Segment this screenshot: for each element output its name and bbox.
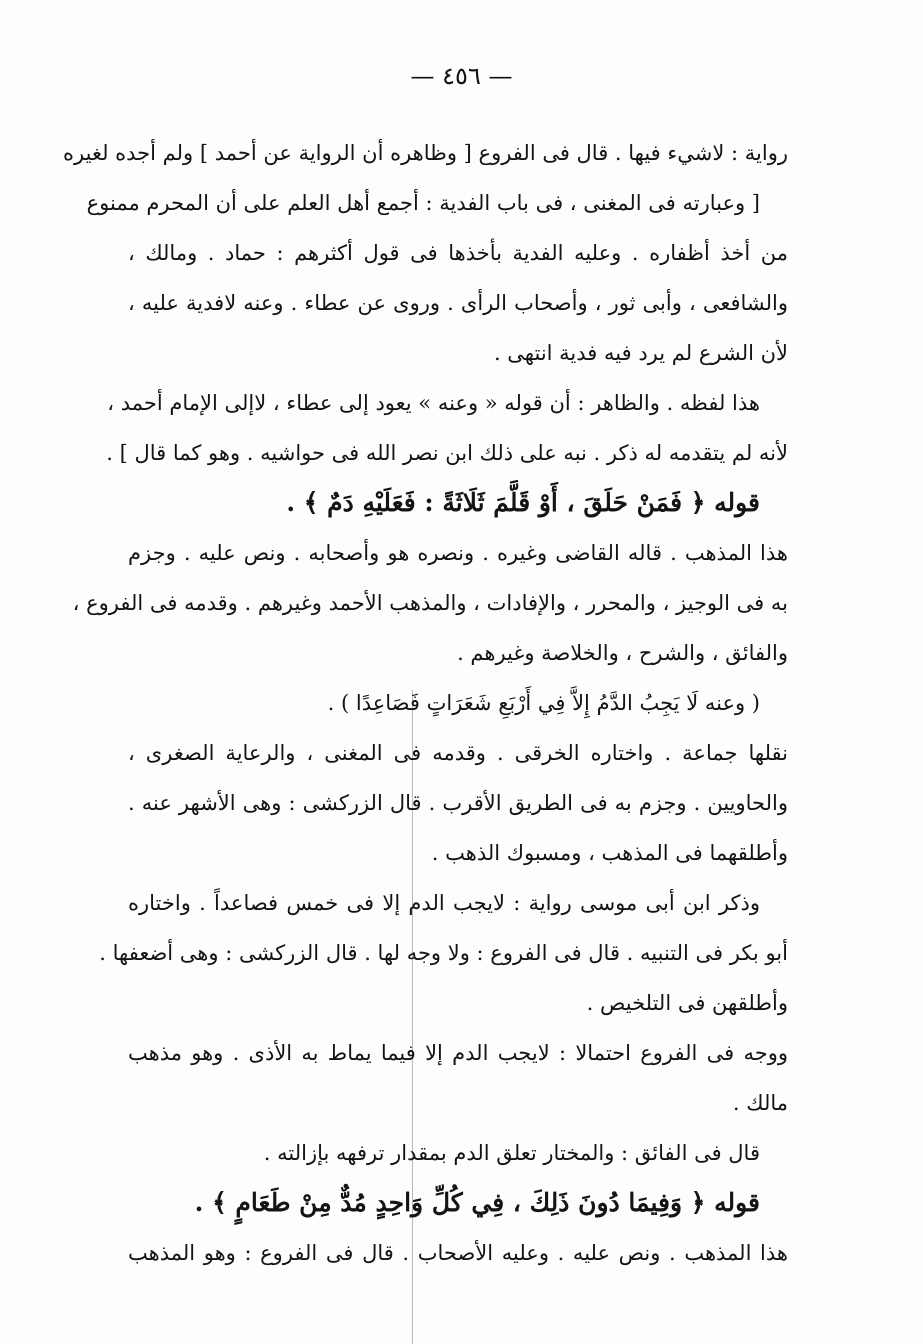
text-line: وأطلقهما فى المذهب ، ومسبوك الذهب .	[431, 841, 788, 865]
text-line: أبو بكر فى التنبيه . قال فى الفروع : ولا وجه لها . قال الزركشى : وهى أضعفها .	[99, 941, 788, 965]
text-line: قال فى الفائق : والمختار تعلق الدم بمقدار ترفهه بإزالته .	[263, 1141, 760, 1165]
text-line: قوله ﴿ وَفِيمَا دُونَ ذَلِكَ ، فِي كُلِّ وَاحِدٍ مُدٌّ مِنْ طَعَامٍ ﴾ .	[194, 1188, 760, 1217]
text-line: مالك .	[732, 1091, 788, 1115]
text-line: [ وعبارته فى المغنى ، فى باب الفدية : أجمع أهل العلم على أن المحرم ممنوع	[86, 191, 760, 215]
text-line: والشافعى ، وأبى ثور ، وأصحاب الرأى . وروى عن عطاء . وعنه لافدية عليه ،	[128, 291, 788, 315]
text-line: به فى الوجيز ، والمحرر ، والإفادات ، والمذهب الأحمد وغيرهم . وقدمه فى الفروع ،	[72, 591, 788, 615]
text-line: قوله ﴿ فَمَنْ حَلَقَ ، أَوْ قَلَّمَ ثَلَاثَةً : فَعَلَيْهِ دَمٌ ﴾ .	[286, 488, 760, 517]
text-line: نقلها جماعة . واختاره الخرقى . وقدمه فى المغنى ، والرعاية الصغرى ،	[128, 741, 788, 765]
text-line: والفائق ، والشرح ، والخلاصة وغيرهم .	[457, 641, 788, 665]
text-line: من أخذ أظفاره . وعليه الفدية بأخذها فى قول أكثرهم : حماد . ومالك ،	[128, 241, 788, 265]
text-line: هذا المذهب . قاله القاضى وغيره . ونصره هو وأصحابه . ونص عليه . وجزم	[128, 541, 788, 565]
text-line: هذا المذهب . ونص عليه . وعليه الأصحاب . قال فى الفروع : وهو المذهب	[128, 1241, 788, 1265]
text-line: لأنه لم يتقدمه له ذكر . نبه على ذلك ابن نصر الله فى حواشيه . وهو كما قال ] .	[106, 441, 788, 465]
text-line: وأطلقهن فى التلخيص .	[586, 991, 788, 1015]
text-line: وذكر ابن أبى موسى رواية : لايجب الدم إلا فى خمس فصاعداً . واختاره	[128, 891, 760, 915]
text-line: ووجه فى الفروع احتمالا : لايجب الدم إلا فيما يماط به الأذى . وهو مذهب	[128, 1041, 788, 1065]
text-line: لأن الشرع لم يرد فيه فدية انتهى .	[493, 341, 788, 365]
text-line: والحاويين . وجزم به فى الطريق الأقرب . قال الزركشى : وهى الأشهر عنه .	[128, 791, 788, 815]
text-line: رواية : لاشيء فيها . قال فى الفروع [ وظاهره أن الرواية عن أحمد ] ولم أجده لغيره	[63, 141, 788, 165]
text-line: هذا لفظه . والظاهر : أن قوله « وعنه » يعود إلى عطاء ، لاإلى الإمام أحمد ،	[107, 391, 760, 415]
text-body	[63, 128, 788, 1278]
page-number: — ٤٥٦ —	[410, 62, 513, 90]
text-line: ( وعنه لَا يَجِبُ الدَّمُ إِلاَّ فِي أَرْبَعِ شَعَرَاتٍ فَصَاعِدًا ) .	[327, 691, 760, 715]
